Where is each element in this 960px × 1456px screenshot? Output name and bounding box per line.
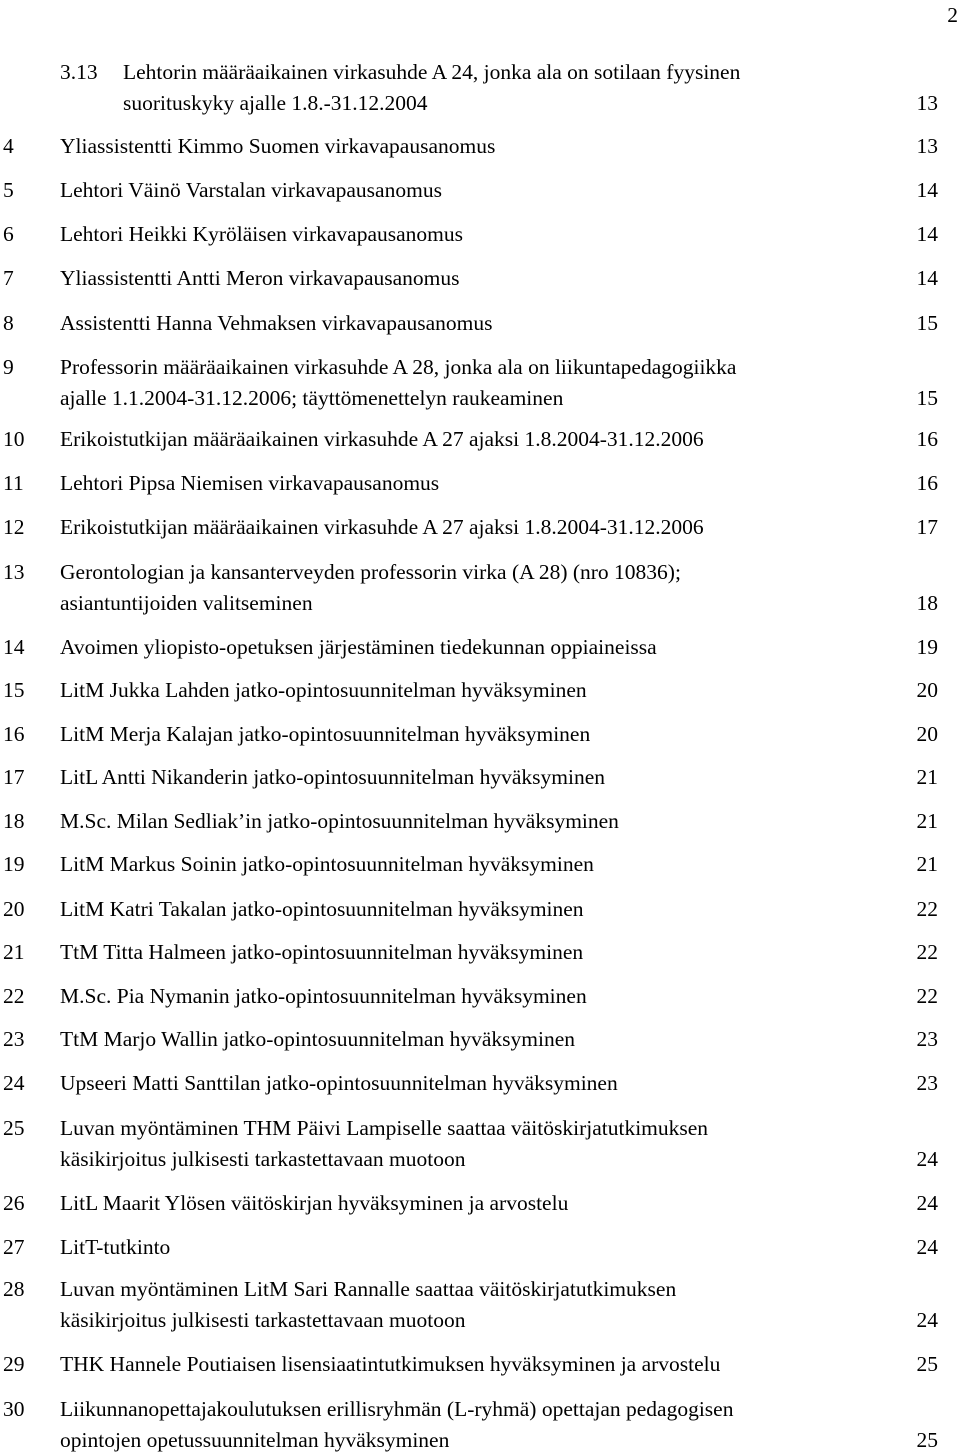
toc-entry-title [60, 1394, 870, 1452]
toc-entry-title-line: M.Sc. Milan Sedliak’in jatko-opintosuunnitelman hyväksyminen [60, 809, 619, 833]
toc-entry-title-line: Yliassistentti Antti Meron virkavapausanomus [60, 266, 460, 290]
toc-entry-title [60, 1274, 870, 1332]
toc-entry-title [60, 632, 870, 663]
toc-entry-title-line: LitL Maarit Ylösen väitöskirjan hyväksyminen ja arvostelu [60, 1191, 569, 1215]
toc-entry-number: 9 [3, 355, 14, 379]
toc-entry-title [60, 352, 870, 410]
toc-entry-number: 25 [3, 1116, 25, 1140]
toc-entry-title-line: LitM Katri Takalan jatko-opintosuunnitelman hyväksyminen [60, 897, 584, 921]
toc-entry-page: 22 [916, 940, 938, 964]
toc-entry-title-line: Upseeri Matti Santtilan jatko-opintosuunnitelman hyväksyminen [60, 1071, 618, 1095]
toc-entry-title-line: Assistentti Hanna Vehmaksen virkavapausanomus [60, 311, 493, 335]
toc-entry-page: 24 [916, 1235, 938, 1259]
toc-entry-title-line: Erikoistutkijan määräaikainen virkasuhde A 27 ajaksi 1.8.2004-31.12.2006 [60, 515, 704, 539]
toc-entry-title [60, 806, 870, 837]
toc-entry-title-line: TtM Titta Halmeen jatko-opintosuunnitelman hyväksyminen [60, 940, 584, 964]
toc-entry-title [60, 175, 870, 206]
toc-entry-title [60, 424, 870, 455]
toc-entry-number: 23 [3, 1027, 25, 1051]
toc-entry-page: 21 [916, 765, 938, 789]
toc-entry-title-line: THK Hannele Poutiaisen lisensiaatintutkimuksen hyväksyminen ja arvostelu [60, 1352, 721, 1376]
toc-entry-title-line: Luvan myöntäminen THM Päivi Lampiselle saattaa väitöskirjatutkimuksen [60, 1116, 709, 1140]
toc-entry-title-line: LitM Merja Kalajan jatko-opintosuunnitelman hyväksyminen [60, 722, 591, 746]
toc-entry-title-line: opintojen opetussuunnitelman hyväksyminen [60, 1428, 450, 1452]
toc-entry-title-line: Lehtori Väinö Varstalan virkavapausanomus [60, 178, 442, 202]
toc-entry-page: 24 [916, 1191, 938, 1215]
toc-entry-title-line: LitT-tutkinto [60, 1235, 171, 1259]
toc-entry-title-line: Lehtori Pipsa Niemisen virkavapausanomus [60, 471, 440, 495]
toc-entry-title [60, 849, 870, 880]
toc-entry-page: 23 [916, 1071, 938, 1095]
toc-entry-number: 15 [3, 678, 25, 702]
toc-entry-number: 10 [3, 427, 25, 451]
toc-entry-title-line: Luvan myöntäminen LitM Sari Rannalle saattaa väitöskirjatutkimuksen [60, 1277, 677, 1301]
toc-entry-number: 4 [3, 134, 14, 158]
toc-entry-title-line: käsikirjoitus julkisesti tarkastettavaan muotoon [60, 1308, 466, 1332]
toc-entry-number: 16 [3, 722, 25, 746]
toc-entry-title [60, 557, 870, 615]
toc-entry-page: 22 [916, 984, 938, 1008]
toc-entry-number: 26 [3, 1191, 25, 1215]
toc-entry-number: 12 [3, 515, 25, 539]
toc-entry-title [60, 1188, 870, 1219]
toc-entry-page: 23 [916, 1027, 938, 1051]
toc-entry-title-line: Lehtorin määräaikainen virkasuhde A 24, jonka ala on sotilaan fyysinen [123, 60, 741, 84]
toc-entry-title [60, 131, 870, 162]
toc-entry-number: 27 [3, 1235, 25, 1259]
toc-entry-title-line: LitL Antti Nikanderin jatko-opintosuunnitelman hyväksyminen [60, 765, 605, 789]
toc-entry-page: 20 [916, 678, 938, 702]
toc-entry-number: 28 [3, 1277, 25, 1301]
toc-entry-title [60, 981, 870, 1012]
toc-entry-number: 8 [3, 311, 14, 335]
toc-entry-title [60, 1068, 870, 1099]
toc-entry-title [60, 512, 870, 543]
toc-entry-page: 14 [916, 222, 938, 246]
toc-entry-page: 17 [916, 515, 938, 539]
toc-entry-title-line: Gerontologian ja kansanterveyden professorin virka (A 28) (nro 10836); [60, 560, 681, 584]
toc-entry-number: 14 [3, 635, 25, 659]
toc-entry-title-line: asiantuntijoiden valitseminen [60, 591, 313, 615]
toc-entry-title-line: Yliassistentti Kimmo Suomen virkavapausanomus [60, 134, 496, 158]
toc-entry-page: 13 [916, 91, 938, 115]
toc-entry-title [60, 1024, 870, 1055]
toc-entry-number: 18 [3, 809, 25, 833]
toc-entry-title-line: LitM Jukka Lahden jatko-opintosuunnitelman hyväksyminen [60, 678, 587, 702]
toc-entry-page: 19 [916, 635, 938, 659]
toc-entry-page: 13 [916, 134, 938, 158]
toc-entry-page: 18 [916, 591, 938, 615]
toc-entry-page: 22 [916, 897, 938, 921]
toc-entry-title-line: suorituskyky ajalle 1.8.-31.12.2004 [123, 91, 428, 115]
toc-entry-title-line: Lehtori Heikki Kyröläisen virkavapausanomus [60, 222, 464, 246]
toc-entry-title [60, 468, 870, 499]
toc-entry-page: 14 [916, 266, 938, 290]
toc-entry-page: 21 [916, 852, 938, 876]
toc-entry-number: 3.13 [60, 60, 98, 84]
toc-entry-page: 14 [916, 178, 938, 202]
toc-entry-number: 7 [3, 266, 14, 290]
toc-entry-title [60, 937, 870, 968]
toc-entry-number: 21 [3, 940, 25, 964]
toc-entry-title [60, 1232, 870, 1263]
toc-entry-title [60, 719, 870, 750]
toc-entry-number: 19 [3, 852, 25, 876]
toc-entry-number: 24 [3, 1071, 25, 1095]
toc-entry-number: 13 [3, 560, 25, 584]
toc-entry-number: 17 [3, 765, 25, 789]
toc-entry-title [123, 57, 883, 115]
toc-entry-title [60, 219, 870, 250]
toc-entry-title [60, 675, 870, 706]
toc-entry-number: 5 [3, 178, 14, 202]
toc-entry-title [60, 894, 870, 925]
toc-entry-number: 6 [3, 222, 14, 246]
toc-entry-page: 15 [916, 311, 938, 335]
toc-entry-title-line: käsikirjoitus julkisesti tarkastettavaan muotoon [60, 1147, 466, 1171]
toc-entry-title [60, 308, 870, 339]
toc-entry-title-line: M.Sc. Pia Nymanin jatko-opintosuunnitelman hyväksyminen [60, 984, 587, 1008]
toc-entry-title-line: ajalle 1.1.2004-31.12.2006; täyttömenettelyn raukeaminen [60, 386, 564, 410]
toc-entry-number: 22 [3, 984, 25, 1008]
toc-entry-number: 29 [3, 1352, 25, 1376]
toc-entry-title [60, 1113, 870, 1171]
toc-entry-title [60, 762, 870, 793]
toc-entry-number: 11 [3, 471, 24, 495]
toc-entry-title-line: Erikoistutkijan määräaikainen virkasuhde A 27 ajaksi 1.8.2004-31.12.2006 [60, 427, 704, 451]
toc-entry-title [60, 263, 870, 294]
toc-entry-page: 16 [916, 471, 938, 495]
toc-entry-title-line: LitM Markus Soinin jatko-opintosuunnitelman hyväksyminen [60, 852, 594, 876]
toc-entry-title-line: TtM Marjo Wallin jatko-opintosuunnitelman hyväksyminen [60, 1027, 576, 1051]
toc-entry-page: 20 [916, 722, 938, 746]
toc-entry-title-line: Avoimen yliopisto-opetuksen järjestäminen tiedekunnan oppiaineissa [60, 635, 657, 659]
toc-entry-page: 21 [916, 809, 938, 833]
toc-entry-page: 24 [916, 1308, 938, 1332]
page-number: 2 [947, 3, 958, 27]
toc-entry-title-line: Liikunnanopettajakoulutuksen erillisryhmän (L-ryhmä) opettajan pedagogisen [60, 1397, 734, 1421]
toc-entry-number: 20 [3, 897, 25, 921]
toc-entry-title-line: Professorin määräaikainen virkasuhde A 28, jonka ala on liikuntapedagogiikka [60, 355, 737, 379]
toc-entry-title [60, 1349, 870, 1380]
toc-entry-page: 25 [916, 1428, 938, 1452]
toc-entry-number: 30 [3, 1397, 25, 1421]
toc-entry-page: 15 [916, 386, 938, 410]
toc-entry-page: 24 [916, 1147, 938, 1171]
toc-entry-page: 25 [916, 1352, 938, 1376]
toc-entry-page: 16 [916, 427, 938, 451]
